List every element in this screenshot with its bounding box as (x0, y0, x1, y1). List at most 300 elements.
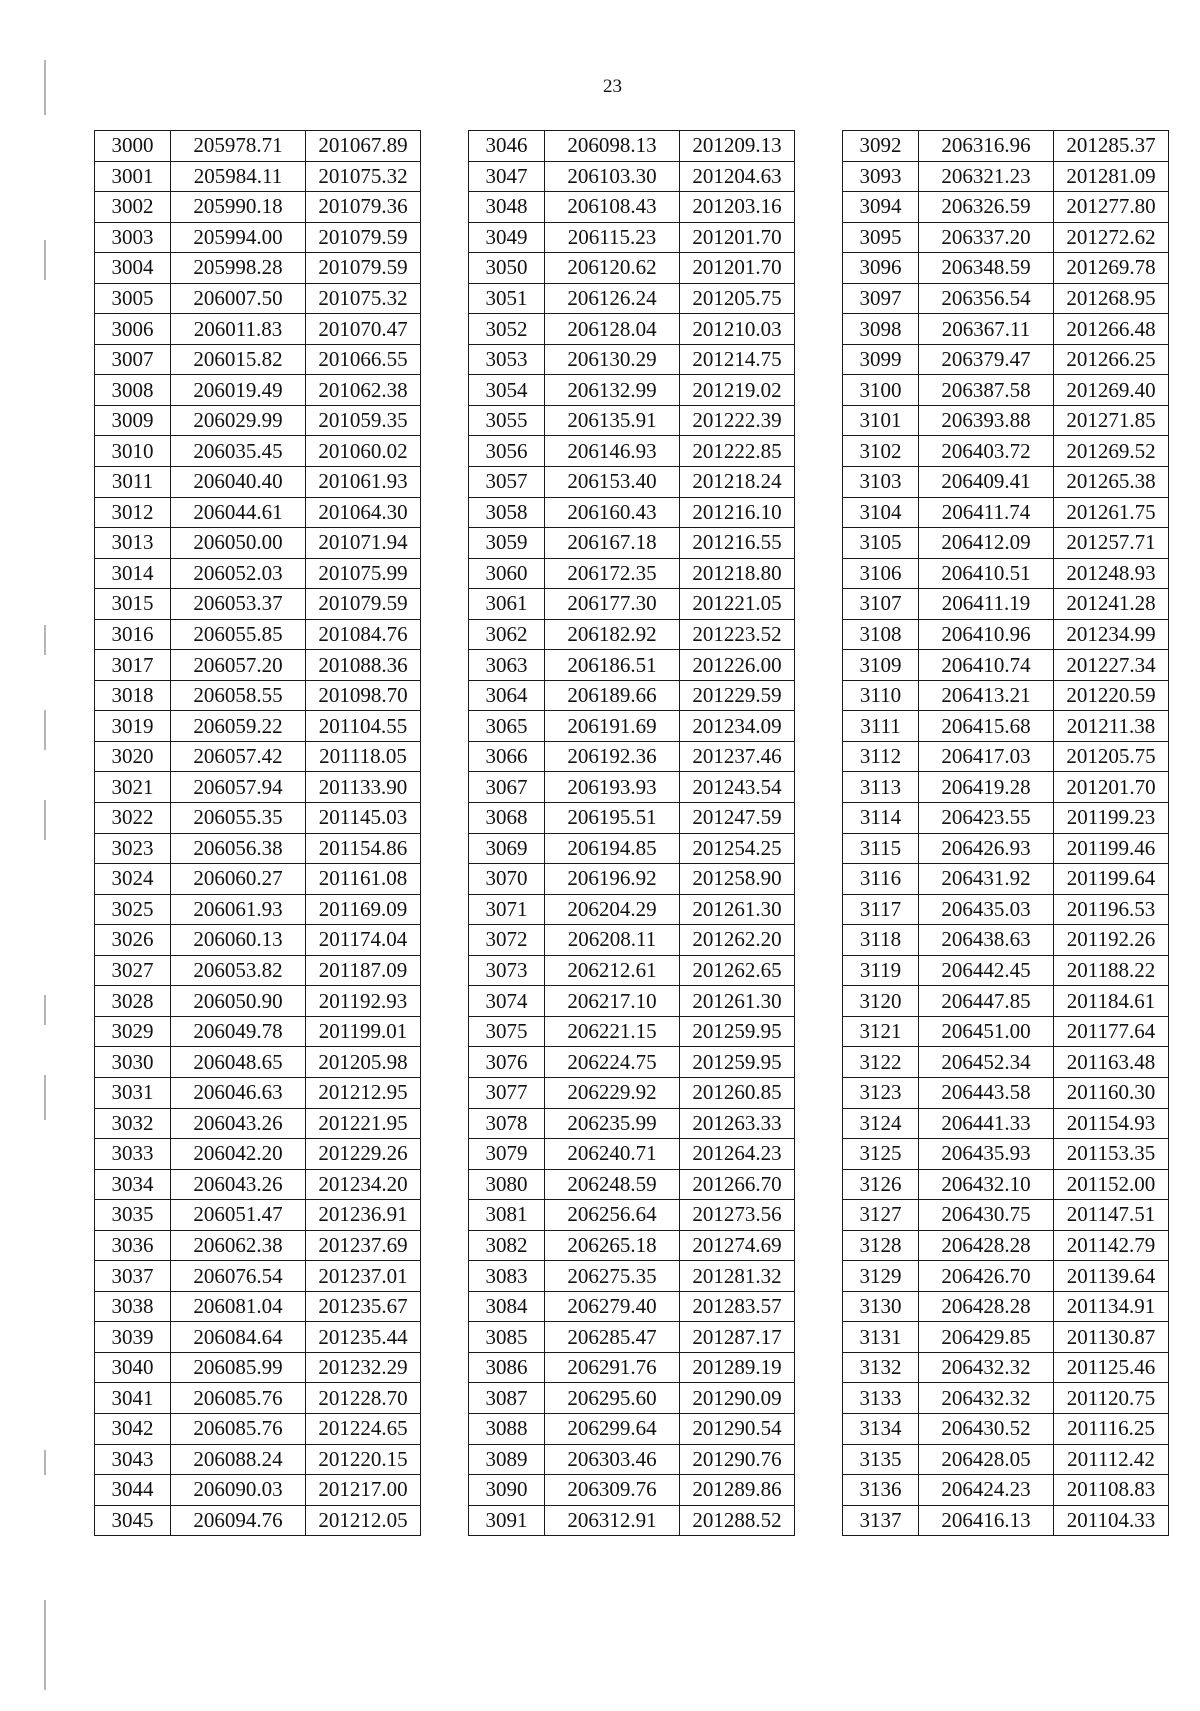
point-number-cell: 3122 (843, 1047, 919, 1078)
x-coordinate-cell: 206256.64 (545, 1200, 680, 1231)
table-row (95, 1413, 421, 1444)
table-row (469, 131, 795, 162)
table-row (843, 589, 1169, 620)
point-number-cell: 3012 (95, 497, 171, 528)
table-row (469, 894, 795, 925)
point-number-cell: 3121 (843, 1016, 919, 1047)
point-number-cell: 3089 (469, 1444, 545, 1475)
point-number-cell: 3031 (95, 1077, 171, 1108)
point-number-cell: 3119 (843, 955, 919, 986)
point-number-cell: 3049 (469, 222, 545, 253)
x-coordinate-cell: 206409.41 (919, 467, 1054, 498)
y-coordinate-cell: 201218.24 (680, 467, 795, 498)
point-number-cell: 3058 (469, 497, 545, 528)
point-number-cell: 3118 (843, 925, 919, 956)
y-coordinate-cell: 201174.04 (306, 925, 421, 956)
y-coordinate-cell: 201257.71 (1054, 528, 1169, 559)
x-coordinate-cell: 206428.28 (919, 1291, 1054, 1322)
x-coordinate-cell: 206146.93 (545, 436, 680, 467)
point-number-cell: 3083 (469, 1261, 545, 1292)
point-number-cell: 3054 (469, 375, 545, 406)
y-coordinate-cell: 201199.46 (1054, 833, 1169, 864)
x-coordinate-cell: 206060.27 (171, 864, 306, 895)
point-number-cell: 3090 (469, 1475, 545, 1506)
y-coordinate-cell: 201079.59 (306, 589, 421, 620)
point-number-cell: 3109 (843, 650, 919, 681)
y-coordinate-cell: 201212.05 (306, 1505, 421, 1536)
table-row (95, 253, 421, 284)
y-coordinate-cell: 201177.64 (1054, 1016, 1169, 1047)
table-row (95, 833, 421, 864)
point-number-cell: 3020 (95, 741, 171, 772)
x-coordinate-cell: 206291.76 (545, 1352, 680, 1383)
y-coordinate-cell: 201196.53 (1054, 894, 1169, 925)
table-row (469, 1108, 795, 1139)
table-row (843, 680, 1169, 711)
y-coordinate-cell: 201288.52 (680, 1505, 795, 1536)
table-row (95, 772, 421, 803)
x-coordinate-cell: 206417.03 (919, 741, 1054, 772)
y-coordinate-cell: 201199.01 (306, 1016, 421, 1047)
point-number-cell: 3069 (469, 833, 545, 864)
table-row (95, 1139, 421, 1170)
table-row (843, 1444, 1169, 1475)
table-row (843, 894, 1169, 925)
y-coordinate-cell: 201205.98 (306, 1047, 421, 1078)
y-coordinate-cell: 201184.61 (1054, 986, 1169, 1017)
scan-edge-mark (44, 240, 46, 280)
table-row (843, 436, 1169, 467)
table-row (95, 986, 421, 1017)
point-number-cell: 3093 (843, 161, 919, 192)
y-coordinate-cell: 201187.09 (306, 955, 421, 986)
scan-edge-mark (44, 1600, 46, 1690)
x-coordinate-cell: 206029.99 (171, 405, 306, 436)
x-coordinate-cell: 206085.76 (171, 1413, 306, 1444)
x-coordinate-cell: 206085.76 (171, 1383, 306, 1414)
point-number-cell: 3081 (469, 1200, 545, 1231)
y-coordinate-cell: 201112.42 (1054, 1444, 1169, 1475)
x-coordinate-cell: 206108.43 (545, 192, 680, 223)
table-row (843, 711, 1169, 742)
x-coordinate-cell: 206167.18 (545, 528, 680, 559)
x-coordinate-cell: 206193.93 (545, 772, 680, 803)
y-coordinate-cell: 201160.30 (1054, 1077, 1169, 1108)
point-number-cell: 3094 (843, 192, 919, 223)
x-coordinate-cell: 206221.15 (545, 1016, 680, 1047)
y-coordinate-cell: 201098.70 (306, 680, 421, 711)
y-coordinate-cell: 201221.05 (680, 589, 795, 620)
point-number-cell: 3001 (95, 161, 171, 192)
point-number-cell: 3132 (843, 1352, 919, 1383)
x-coordinate-cell: 206055.35 (171, 803, 306, 834)
table-row (843, 1475, 1169, 1506)
point-number-cell: 3134 (843, 1413, 919, 1444)
x-coordinate-cell: 206316.96 (919, 131, 1054, 162)
x-coordinate-cell: 205984.11 (171, 161, 306, 192)
point-number-cell: 3027 (95, 955, 171, 986)
table-row (469, 161, 795, 192)
table-row (843, 1169, 1169, 1200)
point-number-cell: 3028 (95, 986, 171, 1017)
x-coordinate-cell: 206413.21 (919, 680, 1054, 711)
x-coordinate-cell: 206410.51 (919, 558, 1054, 589)
x-coordinate-cell: 206059.22 (171, 711, 306, 742)
y-coordinate-cell: 201201.70 (680, 222, 795, 253)
point-number-cell: 3029 (95, 1016, 171, 1047)
point-number-cell: 3021 (95, 772, 171, 803)
table-row (843, 1108, 1169, 1139)
table-row (95, 589, 421, 620)
x-coordinate-cell: 206192.36 (545, 741, 680, 772)
y-coordinate-cell: 201079.36 (306, 192, 421, 223)
y-coordinate-cell: 201236.91 (306, 1200, 421, 1231)
point-number-cell: 3111 (843, 711, 919, 742)
y-coordinate-cell: 201067.89 (306, 131, 421, 162)
x-coordinate-cell: 206048.65 (171, 1047, 306, 1078)
y-coordinate-cell: 201289.19 (680, 1352, 795, 1383)
y-coordinate-cell: 201266.48 (1054, 314, 1169, 345)
x-coordinate-cell: 206061.93 (171, 894, 306, 925)
point-number-cell: 3057 (469, 467, 545, 498)
point-number-cell: 3112 (843, 741, 919, 772)
y-coordinate-cell: 201274.69 (680, 1230, 795, 1261)
x-coordinate-cell: 206285.47 (545, 1322, 680, 1353)
point-number-cell: 3015 (95, 589, 171, 620)
y-coordinate-cell: 201261.30 (680, 986, 795, 1017)
table-row (843, 650, 1169, 681)
y-coordinate-cell: 201258.90 (680, 864, 795, 895)
y-coordinate-cell: 201075.99 (306, 558, 421, 589)
table-row (843, 1383, 1169, 1414)
point-number-cell: 3043 (95, 1444, 171, 1475)
table-row (843, 314, 1169, 345)
point-number-cell: 3041 (95, 1383, 171, 1414)
x-coordinate-cell: 206447.85 (919, 986, 1054, 1017)
y-coordinate-cell: 201079.59 (306, 253, 421, 284)
x-coordinate-cell: 206208.11 (545, 925, 680, 956)
table-row (469, 192, 795, 223)
point-number-cell: 3065 (469, 711, 545, 742)
y-coordinate-cell: 201290.76 (680, 1444, 795, 1475)
y-coordinate-cell: 201216.55 (680, 528, 795, 559)
x-coordinate-cell: 206426.70 (919, 1261, 1054, 1292)
point-number-cell: 3079 (469, 1139, 545, 1170)
table-row (843, 222, 1169, 253)
table-row (95, 314, 421, 345)
table-row (469, 283, 795, 314)
table-row (469, 864, 795, 895)
point-number-cell: 3096 (843, 253, 919, 284)
table-row (469, 1444, 795, 1475)
x-coordinate-cell: 206204.29 (545, 894, 680, 925)
x-coordinate-cell: 206441.33 (919, 1108, 1054, 1139)
table-row (469, 1352, 795, 1383)
point-number-cell: 3099 (843, 344, 919, 375)
x-coordinate-cell: 206046.63 (171, 1077, 306, 1108)
point-number-cell: 3025 (95, 894, 171, 925)
y-coordinate-cell: 201125.46 (1054, 1352, 1169, 1383)
table-row (469, 1016, 795, 1047)
point-number-cell: 3032 (95, 1108, 171, 1139)
y-coordinate-cell: 201281.32 (680, 1261, 795, 1292)
y-coordinate-cell: 201235.44 (306, 1322, 421, 1353)
x-coordinate-cell: 206248.59 (545, 1169, 680, 1200)
point-number-cell: 3071 (469, 894, 545, 925)
y-coordinate-cell: 201192.26 (1054, 925, 1169, 956)
y-coordinate-cell: 201070.47 (306, 314, 421, 345)
point-number-cell: 3066 (469, 741, 545, 772)
y-coordinate-cell: 201223.52 (680, 619, 795, 650)
point-number-cell: 3030 (95, 1047, 171, 1078)
x-coordinate-cell: 206120.62 (545, 253, 680, 284)
point-number-cell: 3125 (843, 1139, 919, 1170)
x-coordinate-cell: 206410.96 (919, 619, 1054, 650)
x-coordinate-cell: 206019.49 (171, 375, 306, 406)
point-number-cell: 3107 (843, 589, 919, 620)
x-coordinate-cell: 206265.18 (545, 1230, 680, 1261)
table-row (843, 528, 1169, 559)
table-row (469, 1475, 795, 1506)
point-number-cell: 3013 (95, 528, 171, 559)
point-number-cell: 3104 (843, 497, 919, 528)
point-number-cell: 3051 (469, 283, 545, 314)
table-row (95, 1230, 421, 1261)
point-number-cell: 3077 (469, 1077, 545, 1108)
x-coordinate-cell: 206057.94 (171, 772, 306, 803)
point-number-cell: 3039 (95, 1322, 171, 1353)
point-number-cell: 3131 (843, 1322, 919, 1353)
table-row (843, 833, 1169, 864)
table-row (843, 161, 1169, 192)
table-row (843, 1352, 1169, 1383)
x-coordinate-cell: 206419.28 (919, 772, 1054, 803)
point-number-cell: 3000 (95, 131, 171, 162)
table-row (95, 864, 421, 895)
x-coordinate-cell: 206411.74 (919, 497, 1054, 528)
table-row (95, 1383, 421, 1414)
table-row (469, 1383, 795, 1414)
y-coordinate-cell: 201226.00 (680, 650, 795, 681)
point-number-cell: 3040 (95, 1352, 171, 1383)
point-number-cell: 3034 (95, 1169, 171, 1200)
x-coordinate-cell: 206224.75 (545, 1047, 680, 1078)
x-coordinate-cell: 206229.92 (545, 1077, 680, 1108)
x-coordinate-cell: 206062.38 (171, 1230, 306, 1261)
point-number-cell: 3053 (469, 344, 545, 375)
point-number-cell: 3045 (95, 1505, 171, 1536)
x-coordinate-cell: 206053.82 (171, 955, 306, 986)
x-coordinate-cell: 206011.83 (171, 314, 306, 345)
table-row (469, 1413, 795, 1444)
y-coordinate-cell: 201289.86 (680, 1475, 795, 1506)
table-row (843, 1200, 1169, 1231)
x-coordinate-cell: 206295.60 (545, 1383, 680, 1414)
point-number-cell: 3124 (843, 1108, 919, 1139)
point-number-cell: 3078 (469, 1108, 545, 1139)
table-row (843, 1047, 1169, 1078)
table-row (469, 436, 795, 467)
x-coordinate-cell: 206189.66 (545, 680, 680, 711)
coordinate-table-3 (842, 130, 1169, 1536)
y-coordinate-cell: 201075.32 (306, 161, 421, 192)
table-row (95, 131, 421, 162)
table-row (469, 1261, 795, 1292)
y-coordinate-cell: 201204.63 (680, 161, 795, 192)
y-coordinate-cell: 201228.70 (306, 1383, 421, 1414)
y-coordinate-cell: 201060.02 (306, 436, 421, 467)
point-number-cell: 3091 (469, 1505, 545, 1536)
table-row (95, 1505, 421, 1536)
table-row (469, 711, 795, 742)
y-coordinate-cell: 201232.29 (306, 1352, 421, 1383)
x-coordinate-cell: 206128.04 (545, 314, 680, 345)
y-coordinate-cell: 201220.15 (306, 1444, 421, 1475)
y-coordinate-cell: 201222.85 (680, 436, 795, 467)
point-number-cell: 3080 (469, 1169, 545, 1200)
table-row (95, 161, 421, 192)
point-number-cell: 3115 (843, 833, 919, 864)
x-coordinate-cell: 206135.91 (545, 405, 680, 436)
y-coordinate-cell: 201145.03 (306, 803, 421, 834)
x-coordinate-cell: 206053.37 (171, 589, 306, 620)
point-number-cell: 3137 (843, 1505, 919, 1536)
table-row (95, 1200, 421, 1231)
table-row (843, 131, 1169, 162)
x-coordinate-cell: 206387.58 (919, 375, 1054, 406)
table-row (469, 772, 795, 803)
x-coordinate-cell: 206415.68 (919, 711, 1054, 742)
point-number-cell: 3003 (95, 222, 171, 253)
x-coordinate-cell: 206367.11 (919, 314, 1054, 345)
point-number-cell: 3052 (469, 314, 545, 345)
x-coordinate-cell: 206438.63 (919, 925, 1054, 956)
table-row (95, 1108, 421, 1139)
y-coordinate-cell: 201209.13 (680, 131, 795, 162)
x-coordinate-cell: 205978.71 (171, 131, 306, 162)
table-row (469, 619, 795, 650)
point-number-cell: 3075 (469, 1016, 545, 1047)
x-coordinate-cell: 206057.20 (171, 650, 306, 681)
y-coordinate-cell: 201059.35 (306, 405, 421, 436)
y-coordinate-cell: 201241.28 (1054, 589, 1169, 620)
table-row (843, 1077, 1169, 1108)
table-row (95, 1016, 421, 1047)
point-number-cell: 3036 (95, 1230, 171, 1261)
table-row (843, 497, 1169, 528)
x-coordinate-cell: 206043.26 (171, 1108, 306, 1139)
y-coordinate-cell: 201290.54 (680, 1413, 795, 1444)
y-coordinate-cell: 201071.94 (306, 528, 421, 559)
coordinate-table-1 (94, 130, 421, 1536)
y-coordinate-cell: 201254.25 (680, 833, 795, 864)
point-number-cell: 3092 (843, 131, 919, 162)
y-coordinate-cell: 201152.00 (1054, 1169, 1169, 1200)
x-coordinate-cell: 206443.58 (919, 1077, 1054, 1108)
point-number-cell: 3063 (469, 650, 545, 681)
y-coordinate-cell: 201188.22 (1054, 955, 1169, 986)
x-coordinate-cell: 206115.23 (545, 222, 680, 253)
table-row (95, 1169, 421, 1200)
point-number-cell: 3002 (95, 192, 171, 223)
x-coordinate-cell: 206126.24 (545, 283, 680, 314)
table-row (95, 680, 421, 711)
table-row (95, 436, 421, 467)
table-row (843, 1322, 1169, 1353)
table-row (95, 497, 421, 528)
table-row (95, 344, 421, 375)
x-coordinate-cell: 206076.54 (171, 1261, 306, 1292)
table-row (843, 1139, 1169, 1170)
x-coordinate-cell: 206191.69 (545, 711, 680, 742)
x-coordinate-cell: 206043.26 (171, 1169, 306, 1200)
x-coordinate-cell: 206432.10 (919, 1169, 1054, 1200)
x-coordinate-cell: 206410.74 (919, 650, 1054, 681)
table-row (469, 650, 795, 681)
y-coordinate-cell: 201265.38 (1054, 467, 1169, 498)
x-coordinate-cell: 206240.71 (545, 1139, 680, 1170)
y-coordinate-cell: 201261.30 (680, 894, 795, 925)
y-coordinate-cell: 201216.10 (680, 497, 795, 528)
x-coordinate-cell: 206432.32 (919, 1352, 1054, 1383)
table-row (469, 1505, 795, 1536)
table-row (469, 528, 795, 559)
y-coordinate-cell: 201061.93 (306, 467, 421, 498)
point-number-cell: 3006 (95, 314, 171, 345)
y-coordinate-cell: 201229.59 (680, 680, 795, 711)
table-row (95, 925, 421, 956)
point-number-cell: 3108 (843, 619, 919, 650)
y-coordinate-cell: 201285.37 (1054, 131, 1169, 162)
y-coordinate-cell: 201266.25 (1054, 344, 1169, 375)
table-row (469, 1200, 795, 1231)
y-coordinate-cell: 201142.79 (1054, 1230, 1169, 1261)
point-number-cell: 3061 (469, 589, 545, 620)
y-coordinate-cell: 201201.70 (1054, 772, 1169, 803)
y-coordinate-cell: 201234.99 (1054, 619, 1169, 650)
table-row (95, 1475, 421, 1506)
x-coordinate-cell: 206411.19 (919, 589, 1054, 620)
y-coordinate-cell: 201161.08 (306, 864, 421, 895)
table-row (469, 1230, 795, 1261)
x-coordinate-cell: 206309.76 (545, 1475, 680, 1506)
y-coordinate-cell: 201201.70 (680, 253, 795, 284)
point-number-cell: 3098 (843, 314, 919, 345)
y-coordinate-cell: 201247.59 (680, 803, 795, 834)
y-coordinate-cell: 201079.59 (306, 222, 421, 253)
y-coordinate-cell: 201210.03 (680, 314, 795, 345)
x-coordinate-cell: 206186.51 (545, 650, 680, 681)
point-number-cell: 3067 (469, 772, 545, 803)
table-row (469, 497, 795, 528)
y-coordinate-cell: 201272.62 (1054, 222, 1169, 253)
y-coordinate-cell: 201269.78 (1054, 253, 1169, 284)
table-row (843, 955, 1169, 986)
point-number-cell: 3035 (95, 1200, 171, 1231)
x-coordinate-cell: 206052.03 (171, 558, 306, 589)
table-row (95, 558, 421, 589)
x-coordinate-cell: 206435.93 (919, 1139, 1054, 1170)
x-coordinate-cell: 206060.13 (171, 925, 306, 956)
y-coordinate-cell: 201268.95 (1054, 283, 1169, 314)
x-coordinate-cell: 206212.61 (545, 955, 680, 986)
table-row (843, 619, 1169, 650)
x-coordinate-cell: 206356.54 (919, 283, 1054, 314)
point-number-cell: 3037 (95, 1261, 171, 1292)
table-row (95, 467, 421, 498)
point-number-cell: 3026 (95, 925, 171, 956)
y-coordinate-cell: 201108.83 (1054, 1475, 1169, 1506)
